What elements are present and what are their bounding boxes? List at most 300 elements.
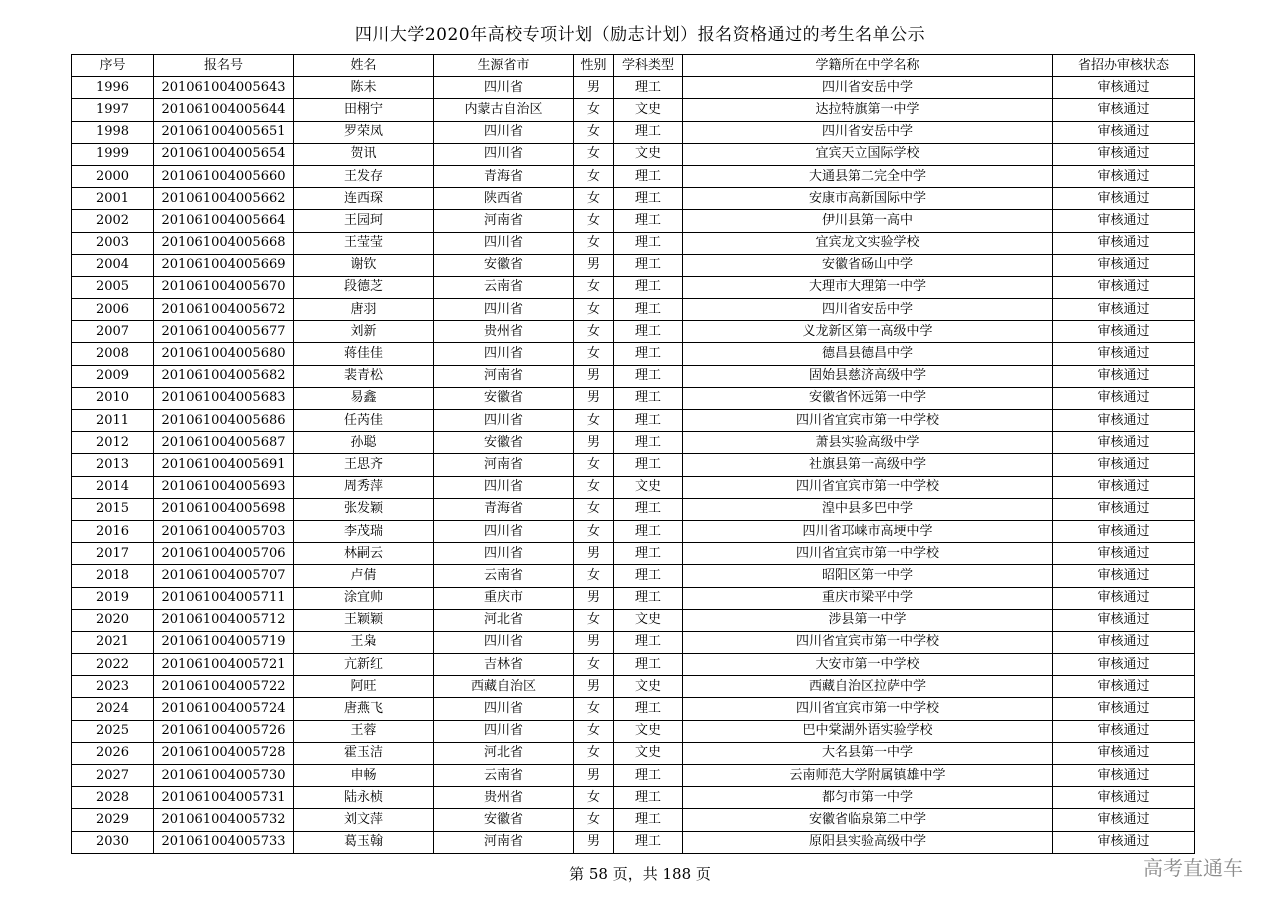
cell-school: 四川省宜宾市第一中学校 bbox=[683, 631, 1053, 653]
cell-registration-no: 201061004005644 bbox=[154, 99, 294, 121]
cell-registration-no: 201061004005654 bbox=[154, 143, 294, 165]
cell-name: 连西琛 bbox=[294, 188, 434, 210]
cell-province: 安徽省 bbox=[434, 432, 574, 454]
cell-gender: 女 bbox=[574, 232, 614, 254]
cell-gender: 女 bbox=[574, 787, 614, 809]
cell-review-status: 审核通过 bbox=[1053, 742, 1195, 764]
cell-serial: 2000 bbox=[72, 165, 154, 187]
cell-gender: 男 bbox=[574, 543, 614, 565]
cell-subject-type: 理工 bbox=[614, 232, 683, 254]
cell-province: 河南省 bbox=[434, 365, 574, 387]
cell-gender: 女 bbox=[574, 698, 614, 720]
cell-province: 陕西省 bbox=[434, 188, 574, 210]
table-row bbox=[72, 720, 1195, 742]
cell-registration-no: 201061004005686 bbox=[154, 410, 294, 432]
cell-subject-type: 理工 bbox=[614, 343, 683, 365]
cell-gender: 女 bbox=[574, 276, 614, 298]
cell-school: 安康市高新国际中学 bbox=[683, 188, 1053, 210]
cell-name: 阿旺 bbox=[294, 676, 434, 698]
cell-province: 四川省 bbox=[434, 343, 574, 365]
cell-school: 宜宾龙文实验学校 bbox=[683, 232, 1053, 254]
cell-gender: 女 bbox=[574, 121, 614, 143]
cell-school: 固始县慈济高级中学 bbox=[683, 365, 1053, 387]
cell-province: 安徽省 bbox=[434, 809, 574, 831]
cell-school: 大安市第一中学校 bbox=[683, 654, 1053, 676]
cell-province: 安徽省 bbox=[434, 254, 574, 276]
table-row bbox=[72, 121, 1195, 143]
cell-registration-no: 201061004005721 bbox=[154, 654, 294, 676]
cell-name: 唐燕飞 bbox=[294, 698, 434, 720]
cell-province: 西藏自治区 bbox=[434, 676, 574, 698]
cell-school: 宜宾天立国际学校 bbox=[683, 143, 1053, 165]
cell-province: 贵州省 bbox=[434, 787, 574, 809]
cell-registration-no: 201061004005651 bbox=[154, 121, 294, 143]
cell-name: 谢钦 bbox=[294, 254, 434, 276]
watermark: 高考直通车 bbox=[1143, 856, 1243, 880]
cell-province: 四川省 bbox=[434, 77, 574, 99]
cell-registration-no: 201061004005707 bbox=[154, 565, 294, 587]
cell-subject-type: 理工 bbox=[614, 410, 683, 432]
cell-review-status: 审核通过 bbox=[1053, 543, 1195, 565]
cell-registration-no: 201061004005677 bbox=[154, 321, 294, 343]
cell-school: 社旗县第一高级中学 bbox=[683, 454, 1053, 476]
cell-name: 卢倩 bbox=[294, 565, 434, 587]
cell-serial: 2021 bbox=[72, 631, 154, 653]
cell-registration-no: 201061004005732 bbox=[154, 809, 294, 831]
cell-province: 四川省 bbox=[434, 720, 574, 742]
cell-school: 达拉特旗第一中学 bbox=[683, 99, 1053, 121]
cell-name: 葛玉翰 bbox=[294, 831, 434, 853]
cell-gender: 女 bbox=[574, 476, 614, 498]
cell-serial: 2011 bbox=[72, 410, 154, 432]
cell-gender: 女 bbox=[574, 410, 614, 432]
cell-review-status: 审核通过 bbox=[1053, 565, 1195, 587]
table-row bbox=[72, 99, 1195, 121]
cell-gender: 女 bbox=[574, 143, 614, 165]
cell-serial: 1997 bbox=[72, 99, 154, 121]
cell-school: 四川省宜宾市第一中学校 bbox=[683, 410, 1053, 432]
cell-subject-type: 理工 bbox=[614, 321, 683, 343]
table-row bbox=[72, 321, 1195, 343]
cell-name: 唐羽 bbox=[294, 299, 434, 321]
cell-serial: 1999 bbox=[72, 143, 154, 165]
cell-school: 昭阳区第一中学 bbox=[683, 565, 1053, 587]
cell-subject-type: 理工 bbox=[614, 165, 683, 187]
cell-province: 吉林省 bbox=[434, 654, 574, 676]
cell-registration-no: 201061004005693 bbox=[154, 476, 294, 498]
cell-school: 四川省安岳中学 bbox=[683, 77, 1053, 99]
cell-serial: 2030 bbox=[72, 831, 154, 853]
table-row bbox=[72, 742, 1195, 764]
cell-review-status: 审核通过 bbox=[1053, 432, 1195, 454]
cell-review-status: 审核通过 bbox=[1053, 498, 1195, 520]
col-header-review-status: 省招办审核状态 bbox=[1053, 55, 1195, 77]
cell-province: 青海省 bbox=[434, 498, 574, 520]
table-row bbox=[72, 454, 1195, 476]
cell-serial: 2029 bbox=[72, 809, 154, 831]
cell-school: 四川省宜宾市第一中学校 bbox=[683, 698, 1053, 720]
cell-province: 四川省 bbox=[434, 698, 574, 720]
cell-gender: 女 bbox=[574, 609, 614, 631]
cell-review-status: 审核通过 bbox=[1053, 210, 1195, 232]
cell-name: 王蓉 bbox=[294, 720, 434, 742]
cell-subject-type: 理工 bbox=[614, 765, 683, 787]
cell-registration-no: 201061004005662 bbox=[154, 188, 294, 210]
cell-gender: 女 bbox=[574, 454, 614, 476]
cell-school: 云南师范大学附属镇雄中学 bbox=[683, 765, 1053, 787]
cell-review-status: 审核通过 bbox=[1053, 387, 1195, 409]
cell-serial: 1998 bbox=[72, 121, 154, 143]
cell-serial: 2002 bbox=[72, 210, 154, 232]
cell-review-status: 审核通过 bbox=[1053, 321, 1195, 343]
cell-registration-no: 201061004005687 bbox=[154, 432, 294, 454]
table-row bbox=[72, 654, 1195, 676]
cell-subject-type: 理工 bbox=[614, 498, 683, 520]
table-row bbox=[72, 476, 1195, 498]
cell-subject-type: 理工 bbox=[614, 276, 683, 298]
cell-name: 王枭 bbox=[294, 631, 434, 653]
cell-registration-no: 201061004005711 bbox=[154, 587, 294, 609]
cell-gender: 女 bbox=[574, 720, 614, 742]
table-row bbox=[72, 565, 1195, 587]
table-row bbox=[72, 343, 1195, 365]
cell-serial: 2001 bbox=[72, 188, 154, 210]
cell-registration-no: 201061004005691 bbox=[154, 454, 294, 476]
cell-name: 刘新 bbox=[294, 321, 434, 343]
cell-review-status: 审核通过 bbox=[1053, 121, 1195, 143]
cell-name: 贺讯 bbox=[294, 143, 434, 165]
cell-review-status: 审核通过 bbox=[1053, 476, 1195, 498]
table-row bbox=[72, 520, 1195, 542]
col-header-school: 学籍所在中学名称 bbox=[683, 55, 1053, 77]
cell-review-status: 审核通过 bbox=[1053, 654, 1195, 676]
cell-school: 伊川县第一高中 bbox=[683, 210, 1053, 232]
cell-province: 四川省 bbox=[434, 143, 574, 165]
cell-review-status: 审核通过 bbox=[1053, 343, 1195, 365]
cell-province: 四川省 bbox=[434, 476, 574, 498]
cell-name: 周秀萍 bbox=[294, 476, 434, 498]
cell-gender: 女 bbox=[574, 99, 614, 121]
table-row bbox=[72, 387, 1195, 409]
cell-subject-type: 理工 bbox=[614, 831, 683, 853]
cell-registration-no: 201061004005726 bbox=[154, 720, 294, 742]
cell-registration-no: 201061004005733 bbox=[154, 831, 294, 853]
cell-name: 陆永桢 bbox=[294, 787, 434, 809]
cell-province: 重庆市 bbox=[434, 587, 574, 609]
table-row bbox=[72, 498, 1195, 520]
cell-registration-no: 201061004005722 bbox=[154, 676, 294, 698]
cell-registration-no: 201061004005703 bbox=[154, 520, 294, 542]
cell-province: 云南省 bbox=[434, 765, 574, 787]
cell-serial: 2027 bbox=[72, 765, 154, 787]
cell-name: 申畅 bbox=[294, 765, 434, 787]
table-row bbox=[72, 631, 1195, 653]
cell-province: 河北省 bbox=[434, 609, 574, 631]
cell-subject-type: 理工 bbox=[614, 121, 683, 143]
cell-name: 王发存 bbox=[294, 165, 434, 187]
cell-name: 孙聪 bbox=[294, 432, 434, 454]
cell-registration-no: 201061004005698 bbox=[154, 498, 294, 520]
cell-registration-no: 201061004005724 bbox=[154, 698, 294, 720]
cell-subject-type: 理工 bbox=[614, 698, 683, 720]
table-row bbox=[72, 765, 1195, 787]
cell-serial: 2026 bbox=[72, 742, 154, 764]
cell-gender: 女 bbox=[574, 520, 614, 542]
cell-review-status: 审核通过 bbox=[1053, 631, 1195, 653]
cell-review-status: 审核通过 bbox=[1053, 765, 1195, 787]
cell-name: 任芮佳 bbox=[294, 410, 434, 432]
cell-subject-type: 文史 bbox=[614, 676, 683, 698]
cell-subject-type: 理工 bbox=[614, 210, 683, 232]
cell-serial: 1996 bbox=[72, 77, 154, 99]
cell-registration-no: 201061004005668 bbox=[154, 232, 294, 254]
cell-subject-type: 理工 bbox=[614, 565, 683, 587]
cell-registration-no: 201061004005643 bbox=[154, 77, 294, 99]
cell-school: 安徽省砀山中学 bbox=[683, 254, 1053, 276]
cell-serial: 2014 bbox=[72, 476, 154, 498]
col-header-province: 生源省市 bbox=[434, 55, 574, 77]
cell-school: 都匀市第一中学 bbox=[683, 787, 1053, 809]
cell-name: 张发颖 bbox=[294, 498, 434, 520]
cell-review-status: 审核通过 bbox=[1053, 720, 1195, 742]
cell-subject-type: 理工 bbox=[614, 631, 683, 653]
cell-serial: 2025 bbox=[72, 720, 154, 742]
cell-name: 王颖颖 bbox=[294, 609, 434, 631]
cell-school: 巴中棠湖外语实验学校 bbox=[683, 720, 1053, 742]
cell-serial: 2008 bbox=[72, 343, 154, 365]
cell-name: 段德芝 bbox=[294, 276, 434, 298]
cell-province: 贵州省 bbox=[434, 321, 574, 343]
cell-province: 云南省 bbox=[434, 565, 574, 587]
table-row bbox=[72, 143, 1195, 165]
table-row bbox=[72, 410, 1195, 432]
cell-gender: 女 bbox=[574, 343, 614, 365]
cell-province: 河北省 bbox=[434, 742, 574, 764]
cell-province: 四川省 bbox=[434, 410, 574, 432]
cell-gender: 女 bbox=[574, 498, 614, 520]
cell-subject-type: 理工 bbox=[614, 365, 683, 387]
cell-serial: 2003 bbox=[72, 232, 154, 254]
cell-subject-type: 文史 bbox=[614, 143, 683, 165]
cell-serial: 2010 bbox=[72, 387, 154, 409]
col-header-name: 姓名 bbox=[294, 55, 434, 77]
table-row bbox=[72, 165, 1195, 187]
cell-province: 河南省 bbox=[434, 831, 574, 853]
cell-name: 涂宜帅 bbox=[294, 587, 434, 609]
cell-serial: 2012 bbox=[72, 432, 154, 454]
cell-school: 大名县第一中学 bbox=[683, 742, 1053, 764]
cell-school: 四川省宜宾市第一中学校 bbox=[683, 476, 1053, 498]
cell-serial: 2017 bbox=[72, 543, 154, 565]
cell-review-status: 审核通过 bbox=[1053, 698, 1195, 720]
cell-registration-no: 201061004005682 bbox=[154, 365, 294, 387]
cell-school: 大通县第二完全中学 bbox=[683, 165, 1053, 187]
table-row bbox=[72, 365, 1195, 387]
cell-gender: 男 bbox=[574, 254, 614, 276]
cell-province: 四川省 bbox=[434, 520, 574, 542]
cell-subject-type: 理工 bbox=[614, 587, 683, 609]
cell-name: 亢新红 bbox=[294, 654, 434, 676]
cell-review-status: 审核通过 bbox=[1053, 188, 1195, 210]
cell-province: 青海省 bbox=[434, 165, 574, 187]
cell-subject-type: 理工 bbox=[614, 387, 683, 409]
cell-registration-no: 201061004005730 bbox=[154, 765, 294, 787]
cell-subject-type: 理工 bbox=[614, 432, 683, 454]
cell-registration-no: 201061004005669 bbox=[154, 254, 294, 276]
page-title: 四川大学2020年高校专项计划（励志计划）报名资格通过的考生名单公示 bbox=[354, 25, 926, 45]
cell-registration-no: 201061004005706 bbox=[154, 543, 294, 565]
col-header-gender: 性别 bbox=[574, 55, 614, 77]
cell-name: 李茂瑞 bbox=[294, 520, 434, 542]
cell-registration-no: 201061004005670 bbox=[154, 276, 294, 298]
cell-school: 大理市大理第一中学 bbox=[683, 276, 1053, 298]
col-header-registration-no: 报名号 bbox=[154, 55, 294, 77]
cell-province: 云南省 bbox=[434, 276, 574, 298]
table-row bbox=[72, 299, 1195, 321]
cell-province: 内蒙古自治区 bbox=[434, 99, 574, 121]
cell-school: 德昌县德昌中学 bbox=[683, 343, 1053, 365]
cell-review-status: 审核通过 bbox=[1053, 676, 1195, 698]
cell-serial: 2020 bbox=[72, 609, 154, 631]
table-row bbox=[72, 77, 1195, 99]
cell-province: 四川省 bbox=[434, 299, 574, 321]
cell-serial: 2005 bbox=[72, 276, 154, 298]
cell-gender: 女 bbox=[574, 565, 614, 587]
cell-review-status: 审核通过 bbox=[1053, 254, 1195, 276]
cell-registration-no: 201061004005683 bbox=[154, 387, 294, 409]
cell-subject-type: 理工 bbox=[614, 543, 683, 565]
cell-school: 义龙新区第一高级中学 bbox=[683, 321, 1053, 343]
cell-name: 田栩宁 bbox=[294, 99, 434, 121]
cell-review-status: 审核通过 bbox=[1053, 165, 1195, 187]
cell-gender: 女 bbox=[574, 742, 614, 764]
cell-serial: 2023 bbox=[72, 676, 154, 698]
cell-registration-no: 201061004005712 bbox=[154, 609, 294, 631]
cell-registration-no: 201061004005672 bbox=[154, 299, 294, 321]
cell-review-status: 审核通过 bbox=[1053, 143, 1195, 165]
header-row bbox=[72, 55, 1195, 77]
cell-gender: 男 bbox=[574, 77, 614, 99]
cell-gender: 男 bbox=[574, 587, 614, 609]
cell-gender: 女 bbox=[574, 210, 614, 232]
cell-review-status: 审核通过 bbox=[1053, 520, 1195, 542]
cell-serial: 2006 bbox=[72, 299, 154, 321]
cell-school: 安徽省怀远第一中学 bbox=[683, 387, 1053, 409]
cell-gender: 男 bbox=[574, 387, 614, 409]
cell-subject-type: 理工 bbox=[614, 254, 683, 276]
cell-province: 河南省 bbox=[434, 210, 574, 232]
cell-review-status: 审核通过 bbox=[1053, 787, 1195, 809]
cell-subject-type: 理工 bbox=[614, 77, 683, 99]
cell-subject-type: 理工 bbox=[614, 299, 683, 321]
table-row bbox=[72, 676, 1195, 698]
cell-review-status: 审核通过 bbox=[1053, 831, 1195, 853]
cell-serial: 2028 bbox=[72, 787, 154, 809]
cell-serial: 2007 bbox=[72, 321, 154, 343]
cell-review-status: 审核通过 bbox=[1053, 809, 1195, 831]
cell-registration-no: 201061004005719 bbox=[154, 631, 294, 653]
cell-name: 王园珂 bbox=[294, 210, 434, 232]
cell-serial: 2009 bbox=[72, 365, 154, 387]
cell-subject-type: 理工 bbox=[614, 454, 683, 476]
table-row bbox=[72, 587, 1195, 609]
cell-gender: 女 bbox=[574, 809, 614, 831]
cell-name: 裴青松 bbox=[294, 365, 434, 387]
cell-gender: 男 bbox=[574, 676, 614, 698]
cell-review-status: 审核通过 bbox=[1053, 276, 1195, 298]
cell-registration-no: 201061004005680 bbox=[154, 343, 294, 365]
cell-registration-no: 201061004005660 bbox=[154, 165, 294, 187]
cell-review-status: 审核通过 bbox=[1053, 587, 1195, 609]
cell-subject-type: 理工 bbox=[614, 787, 683, 809]
cell-province: 安徽省 bbox=[434, 387, 574, 409]
cell-school: 萧县实验高级中学 bbox=[683, 432, 1053, 454]
table-row bbox=[72, 787, 1195, 809]
cell-subject-type: 文史 bbox=[614, 720, 683, 742]
table-row bbox=[72, 232, 1195, 254]
cell-name: 王思齐 bbox=[294, 454, 434, 476]
cell-subject-type: 理工 bbox=[614, 654, 683, 676]
cell-serial: 2022 bbox=[72, 654, 154, 676]
table-row bbox=[72, 188, 1195, 210]
cell-gender: 女 bbox=[574, 299, 614, 321]
cell-school: 湟中县多巴中学 bbox=[683, 498, 1053, 520]
cell-gender: 男 bbox=[574, 631, 614, 653]
cell-school: 四川省安岳中学 bbox=[683, 299, 1053, 321]
cell-serial: 2019 bbox=[72, 587, 154, 609]
cell-name: 霍玉洁 bbox=[294, 742, 434, 764]
table-row bbox=[72, 543, 1195, 565]
cell-review-status: 审核通过 bbox=[1053, 365, 1195, 387]
table-row bbox=[72, 210, 1195, 232]
cell-serial: 2015 bbox=[72, 498, 154, 520]
cell-gender: 女 bbox=[574, 321, 614, 343]
cell-school: 涉县第一中学 bbox=[683, 609, 1053, 631]
cell-subject-type: 理工 bbox=[614, 809, 683, 831]
cell-school: 安徽省临泉第二中学 bbox=[683, 809, 1053, 831]
cell-province: 四川省 bbox=[434, 631, 574, 653]
student-roster-table bbox=[71, 54, 1195, 854]
cell-gender: 女 bbox=[574, 188, 614, 210]
cell-gender: 男 bbox=[574, 765, 614, 787]
cell-review-status: 审核通过 bbox=[1053, 410, 1195, 432]
cell-review-status: 审核通过 bbox=[1053, 232, 1195, 254]
cell-name: 陈未 bbox=[294, 77, 434, 99]
cell-registration-no: 201061004005728 bbox=[154, 742, 294, 764]
cell-gender: 女 bbox=[574, 654, 614, 676]
cell-subject-type: 理工 bbox=[614, 520, 683, 542]
cell-province: 河南省 bbox=[434, 454, 574, 476]
cell-school: 西藏自治区拉萨中学 bbox=[683, 676, 1053, 698]
cell-school: 四川省邛崃市高埂中学 bbox=[683, 520, 1053, 542]
cell-school: 重庆市梁平中学 bbox=[683, 587, 1053, 609]
cell-name: 刘文萍 bbox=[294, 809, 434, 831]
cell-review-status: 审核通过 bbox=[1053, 77, 1195, 99]
cell-registration-no: 201061004005664 bbox=[154, 210, 294, 232]
col-header-subject-type: 学科类型 bbox=[614, 55, 683, 77]
cell-gender: 男 bbox=[574, 365, 614, 387]
table-row bbox=[72, 831, 1195, 853]
cell-name: 罗荣凤 bbox=[294, 121, 434, 143]
cell-province: 四川省 bbox=[434, 121, 574, 143]
cell-review-status: 审核通过 bbox=[1053, 454, 1195, 476]
cell-review-status: 审核通过 bbox=[1053, 99, 1195, 121]
cell-school: 四川省安岳中学 bbox=[683, 121, 1053, 143]
cell-serial: 2018 bbox=[72, 565, 154, 587]
cell-gender: 女 bbox=[574, 165, 614, 187]
cell-subject-type: 理工 bbox=[614, 188, 683, 210]
cell-school: 四川省宜宾市第一中学校 bbox=[683, 543, 1053, 565]
